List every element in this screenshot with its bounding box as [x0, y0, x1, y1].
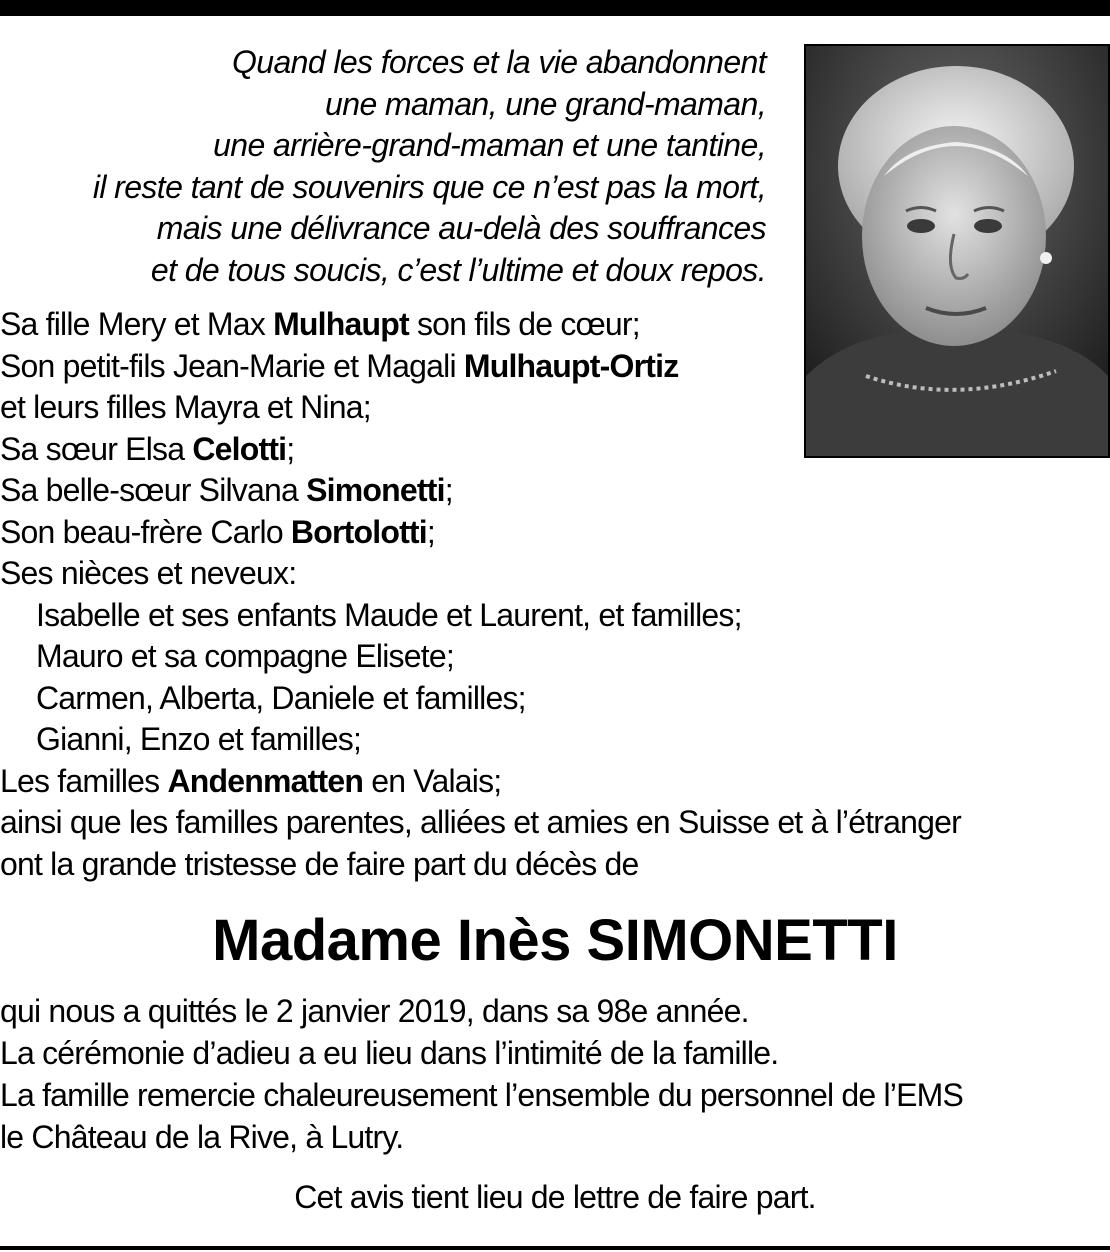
deceased-name: Madame Inès SIMONETTI [212, 908, 898, 973]
closing-note: Cet avis tient lieu de lettre de faire part. [294, 1179, 816, 1215]
top-rule [0, 0, 1110, 16]
family-line: et leurs filles Mayra et Nina; [0, 389, 371, 425]
poem-line: Quand les forces et la vie abandonnent [231, 44, 766, 80]
family-line: ainsi que les familles parentes, alliées et amies en Suisse et à l’étranger [0, 804, 961, 840]
family-line-indented: Carmen, Alberta, Daniele et familles; [36, 679, 526, 716]
poem-line: mais une délivrance au-delà des souffrances [156, 210, 766, 246]
family-surname: Bortolotti [290, 513, 427, 550]
family-line: Les familles Andenmatten en Valais; [0, 762, 502, 799]
memorial-poem [0, 42, 766, 291]
details-line: le Château de la Rive, à Lutry. [0, 1119, 404, 1155]
family-line-indented: Isabelle et ses enfants Maude et Laurent, et familles; [36, 596, 742, 633]
family-surname: Mulhaupt-Ortiz [463, 347, 679, 384]
family-line-indented: Gianni, Enzo et familles; [36, 721, 362, 757]
family-list [0, 304, 1100, 885]
family-line: Son petit-fils Jean-Marie et Magali Mulhaupt-Ortiz [0, 347, 679, 384]
family-surname: Simonetti [306, 472, 445, 508]
family-line: Sa belle-sœur Silvana Simonetti; [0, 472, 453, 508]
family-surname: Mulhaupt [273, 306, 409, 342]
family-line: Son beau-frère Carlo Bortolotti; [0, 513, 435, 550]
details-line: La cérémonie d’adieu a eu lieu dans l’intimité de la famille. [0, 1035, 779, 1071]
details-line: qui nous a quittés le 2 janvier 2019, dans sa 98e année. [0, 993, 749, 1029]
family-line: Sa sœur Elsa Celotti; [0, 430, 295, 467]
poem-line: et de tous soucis, c’est l’ultime et doux repos. [150, 251, 766, 288]
family-line-indented: Mauro et sa compagne Elisete; [36, 638, 454, 674]
bottom-rule [0, 1246, 1110, 1250]
poem-line: il reste tant de souvenirs que ce n’est pas la mort, [92, 168, 766, 205]
poem-line: une maman, une grand-maman, [325, 85, 766, 122]
family-line: Ses nièces et neveux: [0, 555, 297, 591]
details-line: La famille remercie chaleureusement l’ensemble du personnel de l’EMS [0, 1077, 964, 1113]
poem-line: une arrière-grand-maman et une tantine, [213, 127, 766, 163]
family-surname: Celotti [192, 430, 287, 467]
family-line: Sa fille Mery et Max Mulhaupt son fils de cœur; [0, 306, 640, 342]
family-line: ont la grande tristesse de faire part du décès de [0, 845, 639, 882]
details-block [0, 990, 1110, 1158]
family-surname: Andenmatten [167, 762, 364, 799]
